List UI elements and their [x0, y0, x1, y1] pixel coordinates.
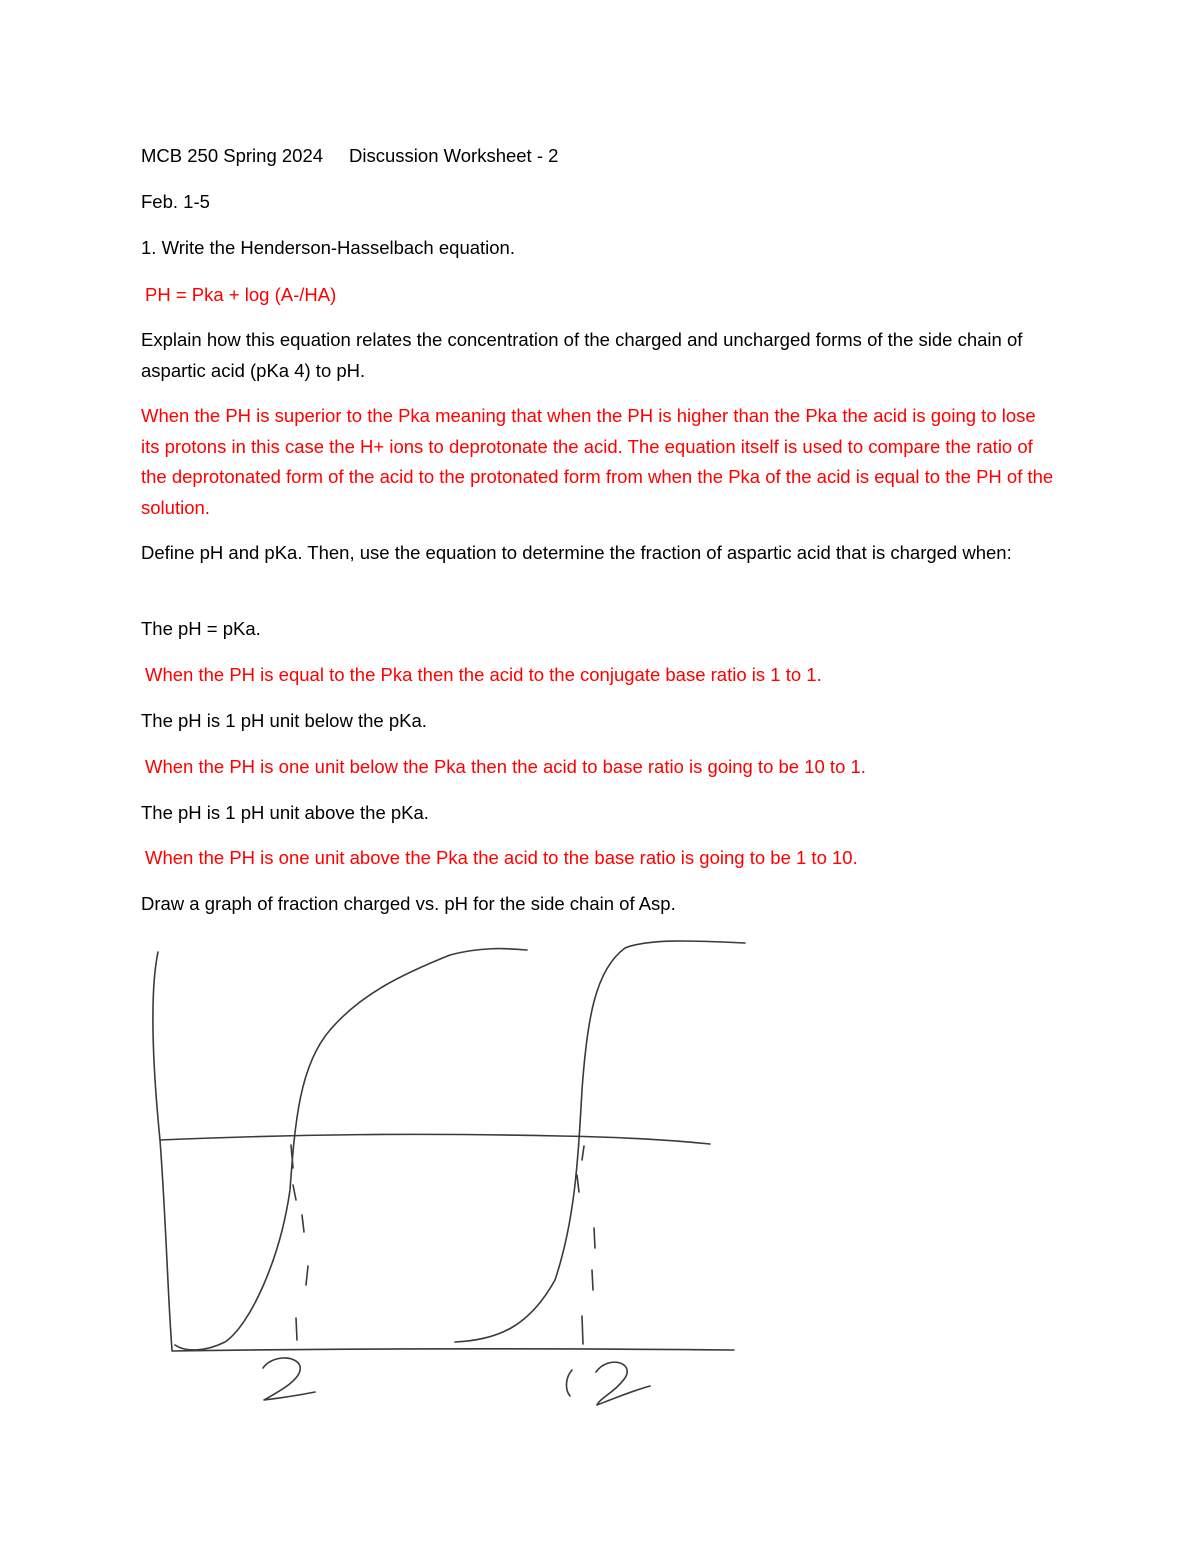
define-prompt: Define pH and pKa. Then, use the equation to determine the fraction of aspartic acid that is charged when:: [141, 542, 1012, 563]
case-below-prompt: The pH is 1 pH unit below the pKa.: [141, 710, 427, 731]
sketch-label-12-glyph-two: [596, 1362, 650, 1405]
case-above-prompt: The pH is 1 pH unit above the pKa.: [141, 802, 429, 823]
sketch-dash-2a: [582, 1146, 584, 1160]
sketch-dash-1b: [293, 1185, 296, 1200]
sketch-y-axis: [153, 952, 172, 1350]
sketch-first-curve: [175, 949, 527, 1350]
sketch-dash-2b: [577, 1175, 579, 1192]
case-equal-prompt: The pH = pKa.: [141, 618, 261, 639]
case-equal-answer: When the PH is equal to the Pka then the acid to the conjugate base ratio is 1 to 1.: [145, 664, 822, 685]
sketch-label-2-glyph: [263, 1358, 315, 1400]
question-1-prompt: 1. Write the Henderson-Hasselbach equation.: [141, 237, 515, 258]
explain-prompt: Explain how this equation relates the concentration of the charged and uncharged forms of the side chain of aspartic acid (pKa 4) to pH.: [141, 329, 1023, 381]
sketch-dash-1e: [296, 1318, 297, 1340]
sketch-dash-1c: [302, 1215, 304, 1232]
sketch-dash-2d: [592, 1270, 593, 1290]
sketch-midline: [160, 1134, 710, 1144]
sketch-x-axis: [172, 1349, 734, 1351]
sketch-dash-2e: [582, 1316, 583, 1344]
sketch-second-curve: [455, 941, 745, 1342]
graph-prompt: Draw a graph of fraction charged vs. pH for the side chain of Asp.: [141, 893, 676, 914]
worksheet-name: Discussion Worksheet - 2: [349, 145, 559, 166]
worksheet-date: Feb. 1-5: [141, 191, 210, 212]
case-below-answer: When the PH is one unit below the Pka then the acid to base ratio is going to be 10 to 1.: [145, 756, 866, 777]
sketch-dash-1d: [306, 1266, 308, 1285]
course-title: MCB 250 Spring 2024: [141, 145, 324, 166]
sketch-dash-2c: [594, 1228, 595, 1248]
sketch-label-12-glyph-one: [566, 1370, 572, 1396]
equation-answer: PH = Pka + log (A-/HA): [145, 284, 337, 305]
explain-answer: When the PH is superior to the Pka meaning that when the PH is higher than the Pka the acid is going to lose its protons in this case the H+ ions to deprotonate the acid. The equation itself is used to compare the ratio of the deprotonated form of the acid to the protonated form from when the Pka of the acid is equal to the PH of the solution.: [141, 405, 1054, 518]
case-above-answer: When the PH is one unit above the Pka the acid to the base ratio is going to be 1 to 10.: [145, 847, 858, 868]
